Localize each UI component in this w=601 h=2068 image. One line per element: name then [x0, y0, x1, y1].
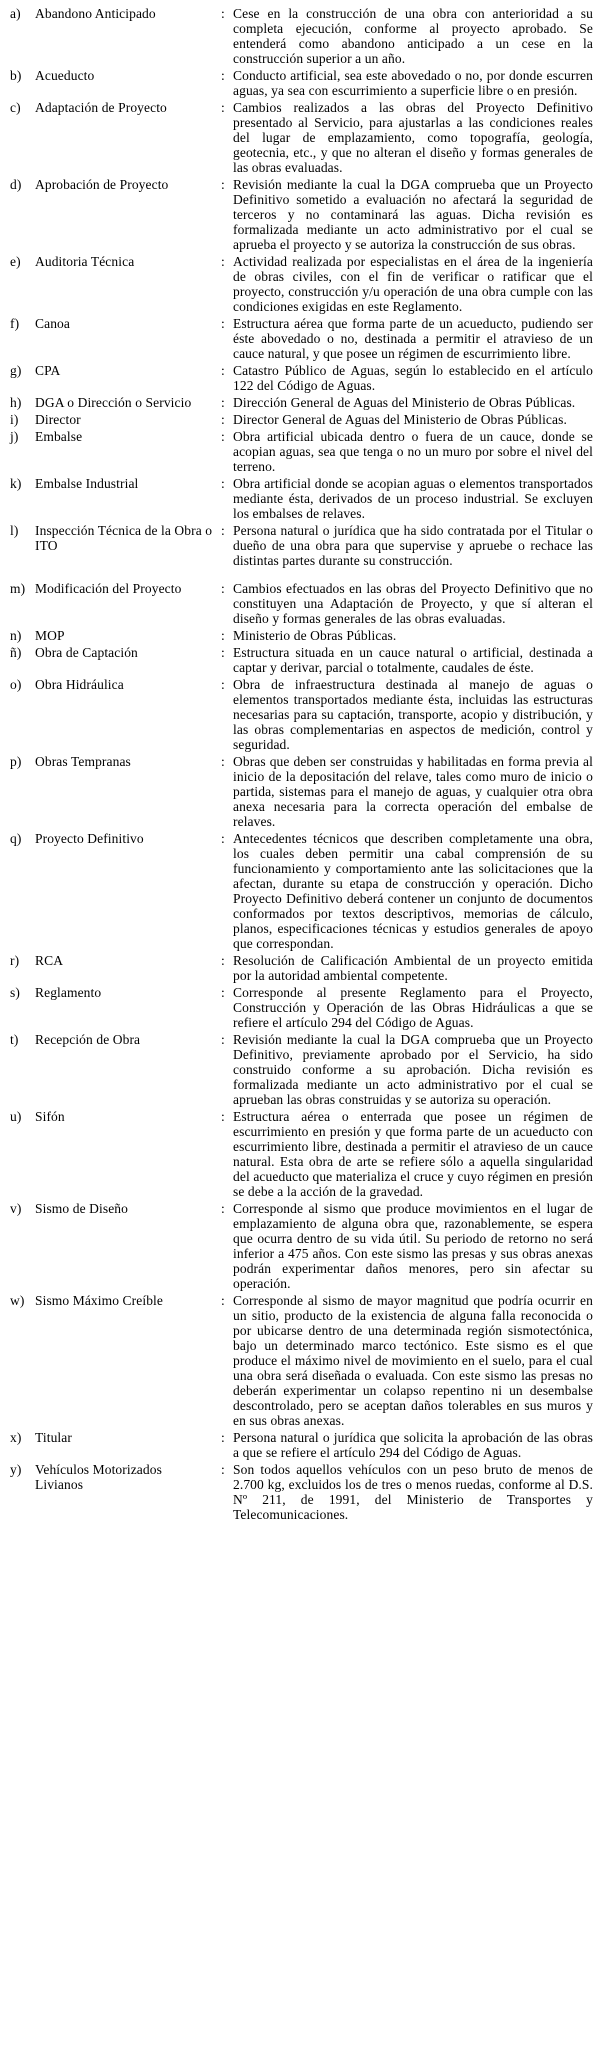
- definition-entry: [10, 1201, 593, 1291]
- definition-entry: [10, 953, 593, 983]
- definition-entry: [10, 316, 593, 361]
- definition-separator: :: [221, 645, 225, 660]
- definition-text: Antecedentes técnicos que describen completamente una obra, los cuales deben permitir una cabal comprensión de su funcionamiento y comportamiento ante las solicitaciones que la afectan, durante su etapa de construcción y operación. Dicho Proyecto Definitivo deberá contener un conjunto de documentos conformados por textos descriptivos, memorias de cálculo, planos, especificaciones técnicas y estudios generales de apoyo que correspondan.: [233, 831, 593, 951]
- definition-separator: :: [221, 1430, 225, 1445]
- definition-term: Auditoria Técnica: [35, 254, 135, 269]
- definition-separator: :: [221, 395, 225, 410]
- definition-letter: o): [10, 677, 22, 692]
- definition-separator: :: [221, 1109, 225, 1124]
- definition-term: Vehículos Motorizados Livianos: [35, 1462, 162, 1492]
- definition-term: Acueducto: [35, 68, 95, 83]
- definition-separator: :: [221, 100, 225, 115]
- definition-entry: [10, 254, 593, 314]
- definition-separator: :: [221, 68, 225, 83]
- definition-term: Titular: [35, 1430, 72, 1445]
- definition-letter: w): [10, 1293, 25, 1308]
- definition-term: Director: [35, 412, 81, 427]
- definition-letter: e): [10, 254, 21, 269]
- definition-letter: p): [10, 754, 22, 769]
- definition-term: CPA: [35, 363, 61, 378]
- definition-text: Estructura aérea o enterrada que posee un régimen de escurrimiento en presión y que forma parte de un acueducto con escurrimiento libre, destinada a permitir el atravieso de un cauce natural. Esta obra de arte se refiere sólo a aquella singularidad del acueducto que materializa el cruce y cuyo régimen en presión se debe a la acción de la gravedad.: [233, 1109, 593, 1199]
- definition-text: Persona natural o jurídica que solicita la aprobación de las obras a que se refiere el artículo 294 del Código de Aguas.: [233, 1430, 593, 1460]
- definition-text: Obras que deben ser construidas y habilitadas en forma previa al inicio de la depositación del relave, tales como muro de inicio o partida, sistemas para el manejo de aguas, y cualquier otra obra anexa necesaria para la correcta operación del embalse de relaves.: [233, 754, 593, 829]
- definition-text: Cese en la construcción de una obra con anterioridad a su completa ejecución, conforme al proyecto aprobado. Se entenderá como abandono anticipado a un cese en la construcción superior a un año.: [233, 6, 593, 66]
- definition-term: Obras Tempranas: [35, 754, 131, 769]
- definition-letter: g): [10, 363, 22, 378]
- definition-entry: [10, 100, 593, 175]
- definition-text: Director General de Aguas del Ministerio de Obras Públicas.: [233, 412, 567, 427]
- definition-text: Dirección General de Aguas del Ministerio de Obras Públicas.: [233, 395, 576, 410]
- definition-term: Adaptación de Proyecto: [35, 100, 167, 115]
- definition-term: DGA o Dirección o Servicio: [35, 395, 192, 410]
- definition-term: Embalse: [35, 429, 83, 444]
- definition-term: RCA: [35, 953, 64, 968]
- definition-entry: [10, 677, 593, 752]
- definition-term: Abandono Anticipado: [35, 6, 156, 21]
- definition-letter: q): [10, 831, 22, 846]
- definition-term: Modificación del Proyecto: [35, 581, 182, 596]
- definition-separator: :: [221, 953, 225, 968]
- definition-letter: f): [10, 316, 20, 331]
- definition-entry: [10, 476, 593, 521]
- definition-separator: :: [221, 628, 225, 643]
- definition-text: Estructura aérea que forma parte de un acueducto, pudiendo ser éste abovedado o no, destinada a permitir el atravieso de un cauce natural, y que posee un régimen de escurrimiento libre.: [233, 316, 593, 361]
- definition-text: Cambios efectuados en las obras del Proyecto Definitivo que no constituyen una Adaptación de Proyecto, y que sí alteran el diseño y formas generales de las obras evaluadas.: [233, 581, 593, 626]
- definition-entry: [10, 412, 593, 427]
- definition-letter: h): [10, 395, 22, 410]
- definition-entry: [10, 1109, 593, 1199]
- definition-separator: :: [221, 581, 225, 596]
- definition-letter: b): [10, 68, 22, 83]
- definition-entry: [10, 985, 593, 1030]
- definition-letter: m): [10, 581, 26, 596]
- definition-term: Sismo Máximo Creíble: [35, 1293, 163, 1308]
- definition-separator: :: [221, 412, 225, 427]
- definition-text: Actividad realizada por especialistas en el área de la ingeniería de obras civiles, con el fin de verificar o ratificar que el proyecto, construcción y/u operación de una obra cumple con las condiciones exigidas en este Reglamento.: [233, 254, 593, 314]
- definition-term: MOP: [35, 628, 65, 643]
- definition-letter: r): [10, 953, 20, 968]
- definition-text: Revisión mediante la cual la DGA comprueba que un Proyecto Definitivo, previamente aprobado por el Servicio, ha sido construido conforme a su aprobación. Dicha revisión es formalizada mediante un acto administrativo por el cual se aprueban las obras construidas y se autoriza su operación.: [233, 1032, 593, 1107]
- definition-text: Corresponde al presente Reglamento para el Proyecto, Construcción y Operación de las Obras Hidráulicas a que se refiere el artículo 294 del Código de Aguas.: [233, 985, 593, 1030]
- definition-letter: n): [10, 628, 22, 643]
- definition-text: Resolución de Calificación Ambiental de un proyecto emitida por la autoridad ambiental competente.: [233, 953, 593, 983]
- definition-term: Canoa: [35, 316, 70, 331]
- definition-separator: :: [221, 429, 225, 444]
- definition-letter: l): [10, 523, 19, 538]
- definition-text: Revisión mediante la cual la DGA comprueba que un Proyecto Definitivo sometido a evaluación no afectará la seguridad de terceros y no contaminará las aguas. Dicha revisión es formalizada mediante un acto administrativo por el cual se aprueba el proyecto y se autoriza la construcción de sus obras.: [233, 177, 593, 252]
- definition-text: Ministerio de Obras Públicas.: [233, 628, 397, 643]
- definition-letter: v): [10, 1201, 22, 1216]
- definition-term: Reglamento: [35, 985, 102, 1000]
- definition-separator: :: [221, 754, 225, 769]
- definition-text: Corresponde al sismo de mayor magnitud que podría ocurrir en un sitio, producto de la existencia de alguna falla reconocida o por ubicarse dentro de una determinada región sismotectónica, bajo un determinado marco tectónico. Este sismo es el que produce el máximo nivel de movimiento en el suelo, para el cual una obra será diseñada o evaluada. Con este sismo las presas no deberán experimentar un colapso repentino ni un desembalse descontrolado, pero se aceptan daños tolerables en sus muros y en sus obras anexas.: [233, 1293, 593, 1428]
- definition-separator: :: [221, 476, 225, 491]
- definition-separator: :: [221, 523, 225, 538]
- definition-term: Obra Hidráulica: [35, 677, 124, 692]
- definition-letter: x): [10, 1430, 22, 1445]
- definition-entry: [10, 628, 593, 643]
- definition-text: Catastro Público de Aguas, según lo establecido en el artículo 122 del Código de Aguas.: [233, 363, 593, 393]
- definition-entry: [10, 581, 593, 626]
- definition-separator: :: [221, 831, 225, 846]
- definition-entry: [10, 68, 593, 98]
- definition-entry: [10, 363, 593, 393]
- definition-text: Obra artificial donde se acopian aguas o elementos transportados mediante ésta, derivados de un proceso industrial. Se excluyen los embalses de relaves.: [233, 476, 593, 521]
- definition-letter: y): [10, 1462, 22, 1477]
- definition-term: Embalse Industrial: [35, 476, 139, 491]
- definition-term: Recepción de Obra: [35, 1032, 141, 1047]
- definition-text: Obra de infraestructura destinada al manejo de aguas o elementos transportados mediante ésta, incluidas las estructuras necesarias para su captación, transporte, acopio y distribución, y las obras complementarias en aspectos de medición, control y seguridad.: [233, 677, 593, 752]
- definition-separator: :: [221, 254, 225, 269]
- definition-letter: a): [10, 6, 21, 21]
- definition-letter: s): [10, 985, 20, 1000]
- definition-term: Sifón: [35, 1109, 65, 1124]
- definition-separator: :: [221, 1032, 225, 1047]
- definition-text: Conducto artificial, sea este abovedado o no, por donde escurren aguas, ya sea con escurrimiento a superficie libre o en presión.: [233, 68, 593, 98]
- definition-separator: :: [221, 677, 225, 692]
- definition-term: Inspección Técnica de la Obra o ITO: [35, 523, 213, 553]
- definition-letter: i): [10, 412, 19, 427]
- definition-term: Obra de Captación: [35, 645, 138, 660]
- definition-letter: c): [10, 100, 21, 115]
- definition-text: Son todos aquellos vehículos con un peso bruto de menos de 2.700 kg, excluidos los de tres o menos ruedas, conforme al D.S. Nº 211, de 1991, del Ministerio de Transportes y Telecomunicaciones.: [233, 1462, 593, 1522]
- definition-separator: :: [221, 363, 225, 378]
- definition-separator: :: [221, 177, 225, 192]
- definition-separator: :: [221, 6, 225, 21]
- definitions-list: [10, 6, 593, 1522]
- definition-term: Aprobación de Proyecto: [35, 177, 169, 192]
- definition-term: Sismo de Diseño: [35, 1201, 129, 1216]
- definition-text: Corresponde al sismo que produce movimientos en el lugar de emplazamiento de alguna obra que, razonablemente, se espera que ocurra dentro de su vida útil. Su periodo de retorno no será inferior a 475 años. Con este sismo las presas y sus obras anexas podrán experimentar daños menores, pero sin afectar su operación.: [233, 1201, 593, 1291]
- definition-entry: [10, 1293, 593, 1428]
- definition-entry: [10, 6, 593, 66]
- definition-separator: :: [221, 1462, 225, 1477]
- definition-separator: :: [221, 985, 225, 1000]
- definition-letter: ñ): [10, 645, 22, 660]
- definition-separator: :: [221, 1201, 225, 1216]
- definition-entry: [10, 1462, 593, 1522]
- definition-entry: [10, 395, 593, 410]
- definition-entry: [10, 645, 593, 675]
- definition-letter: d): [10, 177, 22, 192]
- definition-letter: k): [10, 476, 22, 491]
- definition-entry: [10, 523, 593, 568]
- definition-entry: [10, 1430, 593, 1460]
- definition-entry: [10, 429, 593, 474]
- definition-term: Proyecto Definitivo: [35, 831, 144, 846]
- definition-entry: [10, 1032, 593, 1107]
- definition-text: Persona natural o jurídica que ha sido contratada por el Titular o dueño de una obra para que supervise y apruebe o rechace las distintas partes durante su construcción.: [233, 523, 593, 568]
- definition-letter: j): [10, 429, 19, 444]
- definition-letter: u): [10, 1109, 22, 1124]
- definition-entry: [10, 177, 593, 252]
- definition-entry: [10, 831, 593, 951]
- definition-separator: :: [221, 1293, 225, 1308]
- definition-text: Obra artificial ubicada dentro o fuera de un cauce, donde se acopian aguas, sea que tenga o no un muro por sobre el nivel del terreno.: [233, 429, 593, 474]
- definition-letter: t): [10, 1032, 19, 1047]
- definition-text: Estructura situada en un cauce natural o artificial, destinada a captar y derivar, parcial o totalmente, caudales de éste.: [233, 645, 593, 675]
- definition-entry: [10, 754, 593, 829]
- definition-text: Cambios realizados a las obras del Proyecto Definitivo presentado al Servicio, para ajustarlas a las condiciones reales del lugar de emplazamiento, como topografía, geología, geotecnia, etc., y que no alteran el diseño y formas generales de las obras evaluadas.: [233, 100, 593, 175]
- definition-separator: :: [221, 316, 225, 331]
